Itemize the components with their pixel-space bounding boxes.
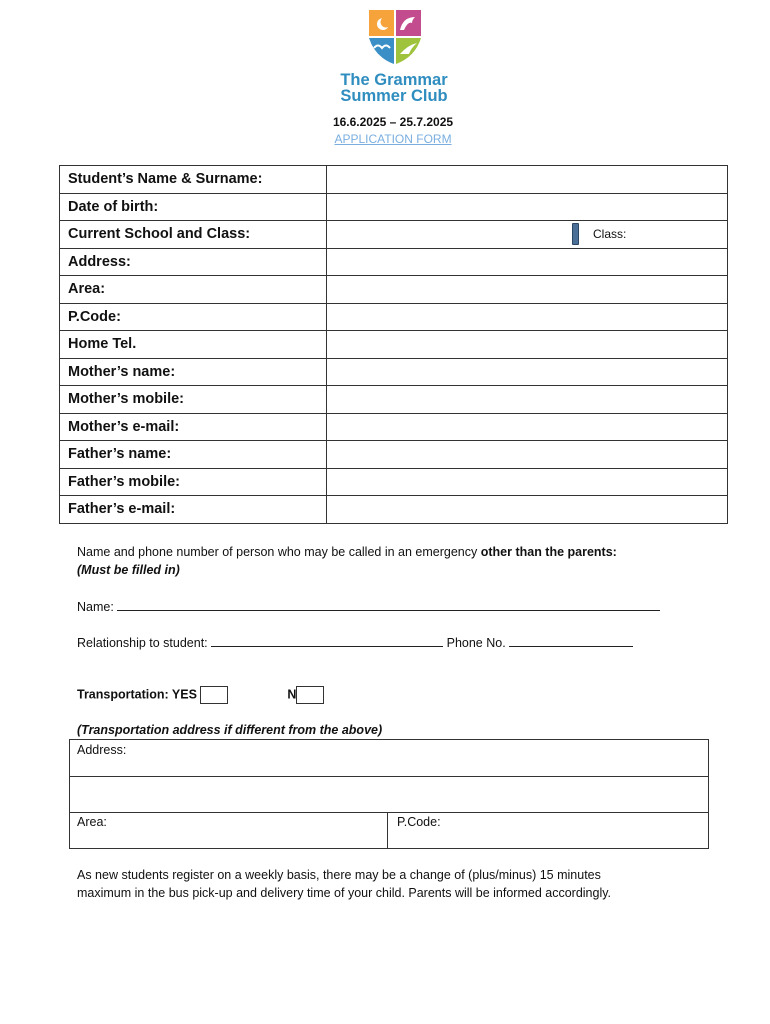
student-details-table <box>59 165 728 524</box>
transport-area-field[interactable] <box>70 812 388 848</box>
address-field[interactable] <box>327 248 728 276</box>
class-subfield <box>572 221 626 248</box>
transportation-label: Transportation: YES <box>77 687 197 702</box>
transport-yes-checkbox[interactable] <box>200 686 228 704</box>
home-tel-field[interactable] <box>327 331 728 359</box>
footer-note-line2: maximum in the bus pick-up and delivery time of your child. Parents will be informed accordingly. <box>77 886 612 900</box>
phone-input[interactable] <box>509 634 633 647</box>
transport-area-label: Area: <box>77 815 107 829</box>
table-row <box>60 166 728 194</box>
transportation-row <box>77 686 324 704</box>
field-label: Mother’s e-mail: <box>60 413 327 441</box>
transport-pcode-field[interactable] <box>388 812 708 848</box>
table-row <box>60 413 728 441</box>
mother-name-field[interactable] <box>327 358 728 386</box>
class-label: Class: <box>593 227 627 242</box>
field-label: Father’s mobile: <box>60 468 327 496</box>
emergency-name-input[interactable] <box>117 598 660 611</box>
table-row <box>60 496 728 524</box>
table-row <box>60 468 728 496</box>
relationship-label: Relationship to student: <box>77 636 208 650</box>
field-label: Mother’s name: <box>60 358 327 386</box>
table-row <box>60 221 728 249</box>
transport-address-note: (Transportation address if different from the above) <box>77 723 383 737</box>
mother-email-field[interactable] <box>327 413 728 441</box>
text-cursor-icon <box>572 223 579 245</box>
emergency-relationship-row <box>77 634 633 650</box>
emergency-intro: Name and phone number of person who may be called in an emergency <box>77 545 481 559</box>
club-logo <box>367 8 423 70</box>
table-row <box>60 358 728 386</box>
club-name <box>300 72 488 104</box>
field-label: Date of birth: <box>60 193 327 221</box>
emergency-instructions <box>77 545 617 559</box>
transport-pcode-label: P.Code: <box>397 815 441 829</box>
table-row <box>60 441 728 469</box>
sun-icon <box>369 10 394 36</box>
father-email-field[interactable] <box>327 496 728 524</box>
field-label: Home Tel. <box>60 331 327 359</box>
father-name-field[interactable] <box>327 441 728 469</box>
student-name-field[interactable] <box>327 166 728 194</box>
transport-address-field[interactable] <box>70 740 708 777</box>
footer-note-line1: As new students register on a weekly basis, there may be a change of (plus/minus) 15 minutes <box>77 868 601 882</box>
form-title: APPLICATION FORM <box>334 132 452 146</box>
transport-address-label: Address: <box>77 743 127 757</box>
field-label: Current School and Class: <box>60 221 327 249</box>
table-row <box>60 386 728 414</box>
table-row <box>60 276 728 304</box>
pcode-field[interactable] <box>327 303 728 331</box>
area-field[interactable] <box>327 276 728 304</box>
transport-no-checkbox[interactable] <box>296 686 324 704</box>
club-name-line1: The Grammar <box>340 71 448 89</box>
field-label: Mother’s mobile: <box>60 386 327 414</box>
table-row <box>60 193 728 221</box>
transport-no-label: N <box>287 687 297 702</box>
field-label: Student’s Name & Surname: <box>60 166 327 194</box>
table-row <box>60 303 728 331</box>
program-dates: 16.6.2025 – 25.7.2025 <box>332 115 454 129</box>
transport-address-line2-field[interactable] <box>70 776 708 813</box>
field-label: P.Code: <box>60 303 327 331</box>
field-label: Father’s name: <box>60 441 327 469</box>
phone-label: Phone No. <box>446 636 506 650</box>
field-label: Area: <box>60 276 327 304</box>
table-row <box>60 331 728 359</box>
current-school-field[interactable] <box>327 221 728 249</box>
relationship-input[interactable] <box>211 634 443 647</box>
dolphin-icon <box>396 10 421 36</box>
field-label: Address: <box>60 248 327 276</box>
date-of-birth-field[interactable] <box>327 193 728 221</box>
table-row <box>60 248 728 276</box>
emergency-intro-bold: other than the parents: <box>480 545 617 559</box>
club-name-line2: Summer Club <box>340 87 448 105</box>
transport-address-box <box>69 739 709 849</box>
emergency-name-row <box>77 598 660 614</box>
mother-mobile-field[interactable] <box>327 386 728 414</box>
emergency-name-label: Name: <box>77 600 114 614</box>
field-label: Father’s e-mail: <box>60 496 327 524</box>
father-mobile-field[interactable] <box>327 468 728 496</box>
emergency-must-note: (Must be filled in) <box>77 563 180 577</box>
